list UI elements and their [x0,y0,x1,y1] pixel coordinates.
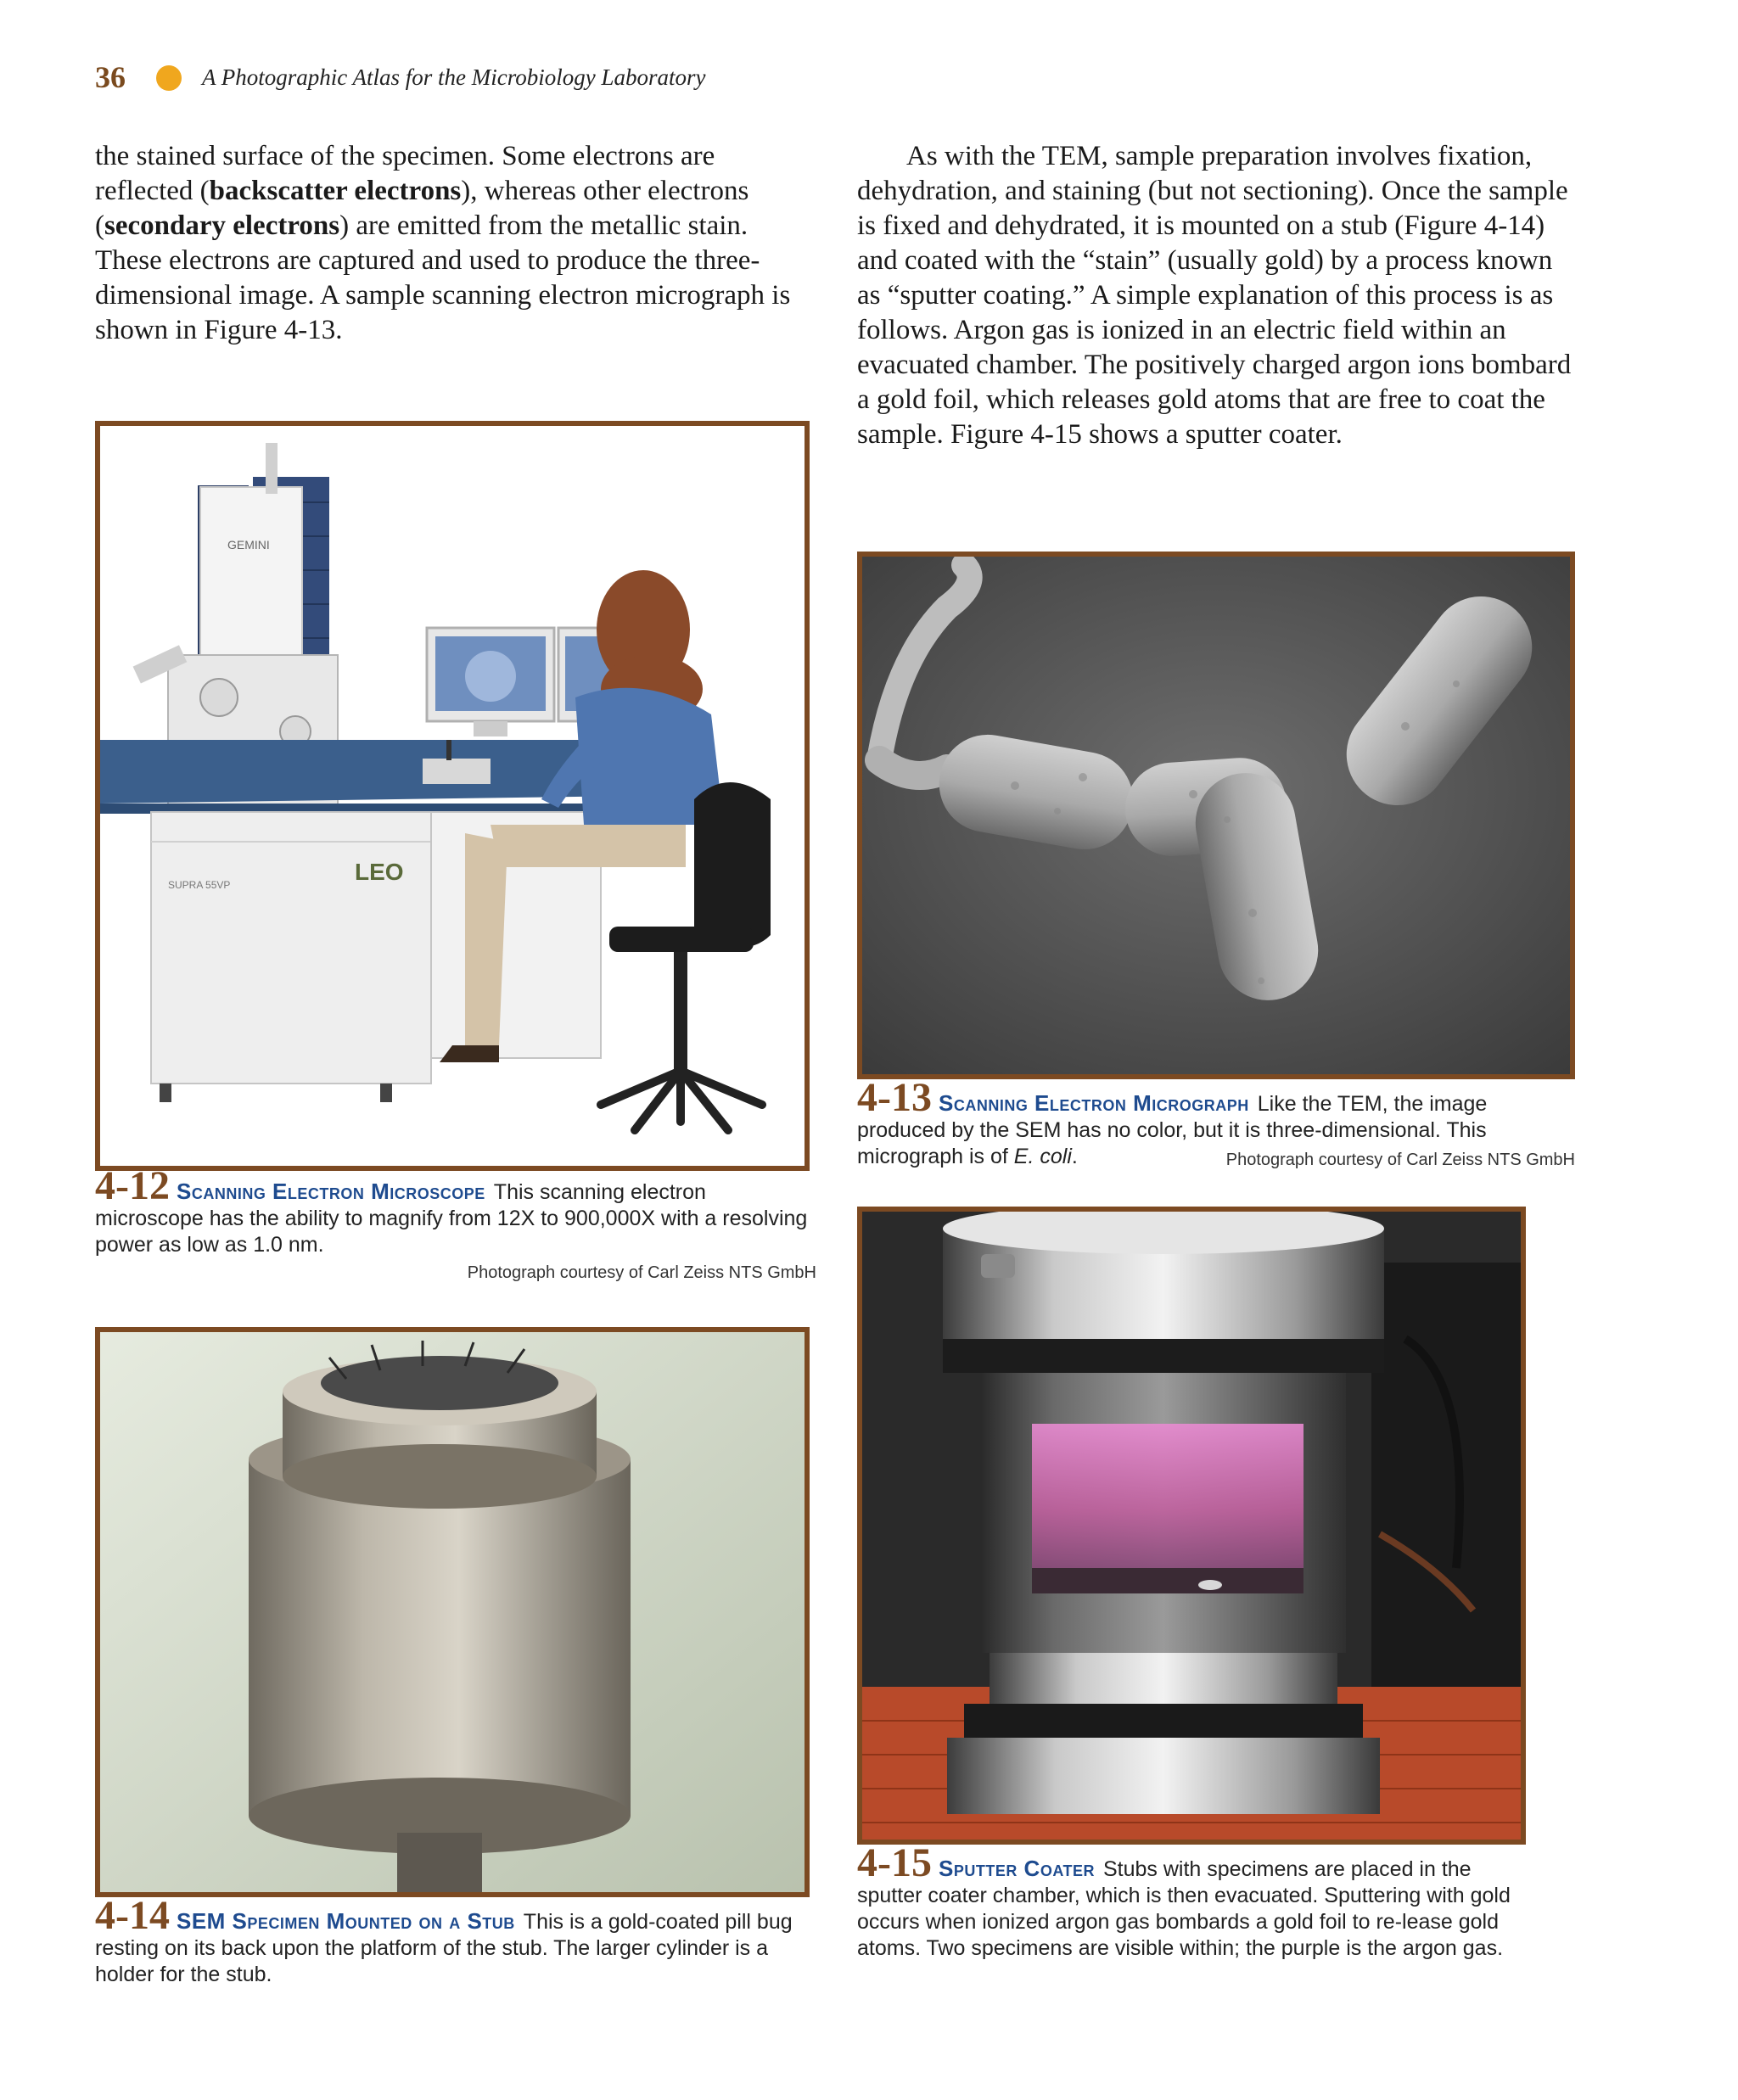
right-column-text [857,139,1575,452]
figure-4-12-image [95,421,810,1171]
figure-caption-text: This scanning electron microscope has the ability to magnify from 12X to 900,000X with a resolving power as low as 1.0 nm. [95,1180,808,1257]
term-secondary-electrons: secondary electrons [104,210,340,241]
figure-number: 4-13 [857,1075,932,1120]
figure-number: 4-15 [857,1840,932,1885]
figure-4-15-image [857,1207,1526,1845]
figure-4-15-caption [857,1840,1536,1962]
photo-credit: Photograph courtesy of Carl Zeiss NTS GmbH [467,1263,816,1282]
figure-4-14-image [95,1327,810,1897]
right-paragraph: As with the TEM, sample preparation involves fixation, dehydration, and staining (but not sectioning). Once the sample is fixed and dehydrated, it is mounted on a stub (Figure 4-14) and coated with the “stain” (usually gold) by a process known as “sputter coating.” A simple explanation of this process is as follows. Argon gas is ionized in an electric field within an evacuated chamber. The positively charged argon ions bombard a gold foil, which releases gold atoms that are free to coat the sample. Figure 4-15 shows a sputter coater. [857,141,1572,450]
book-title: A Photographic Atlas for the Microbiology Laboratory [202,64,706,90]
figure-caption-text: Stubs with specimens are placed in the sputter coater chamber, which is then evacuated. Sputtering with gold occurs when ionized argon gas bombards a gold foil to re-lease gold atoms. Two specimens are visible within; the purple is the argon gas. [857,1857,1511,1960]
photo-credit: Photograph courtesy of Carl Zeiss NTS GmbH [1225,1151,1575,1169]
species-name: E. coli [1013,1145,1072,1168]
header-dot-icon [156,65,182,91]
figure-title: Sputter Coater [938,1856,1095,1881]
figure-title: SEM Specimen Mounted on a Stub [176,1908,515,1934]
figure-number: 4-12 [95,1163,170,1208]
figure-caption-text: Like the TEM, the image produced by the SEM has no color, but it is three-dimensional. This micrograph is of [857,1092,1488,1168]
ecoli-micrograph-illustration [862,557,1570,1074]
figure-4-13-caption: 4-13 Scanning Electron Micrograph Like the TEM, the image produced by the SEM has no color, but it is three-dimensional. This micrograph is of E. coli. Photograph courtesy of Carl Zeiss NTS GmbH [857,1084,1575,1173]
term-backscatter-electrons: backscatter electrons [209,176,462,206]
console-side-label: SUPRA 55VP [168,879,231,891]
sputter-coater-illustration [862,1212,1521,1840]
figure-caption-text: This is a gold-coated pill bug resting on its back upon the platform of the stub. The larger cylinder is a holder for the stub. [95,1910,793,1986]
figure-4-14-caption [95,1893,816,1988]
specimen-stub-illustration [100,1332,805,1892]
figure-4-13-image [857,552,1575,1079]
figure-4-12-caption [95,1163,816,1286]
figure-number: 4-14 [95,1893,170,1938]
sem-microscope-illustration [100,426,805,1166]
page-number: 36 [95,60,126,94]
console-label: LEO [355,859,404,885]
left-column-text [95,139,805,348]
figure-title: Scanning Electron Microscope [176,1179,485,1204]
left-paragraph: the stained surface of the specimen. Some electrons are reflected (backscatter electrons), whereas other electrons (secondary electrons) are emitted from the metallic stain. These electrons are captured and used to produce the three-dimensional image. A sample scanning electron micrograph is shown in Figure 4-13. [95,141,791,345]
column-label: GEMINI [227,538,270,552]
figure-title: Scanning Electron Micrograph [938,1090,1249,1116]
